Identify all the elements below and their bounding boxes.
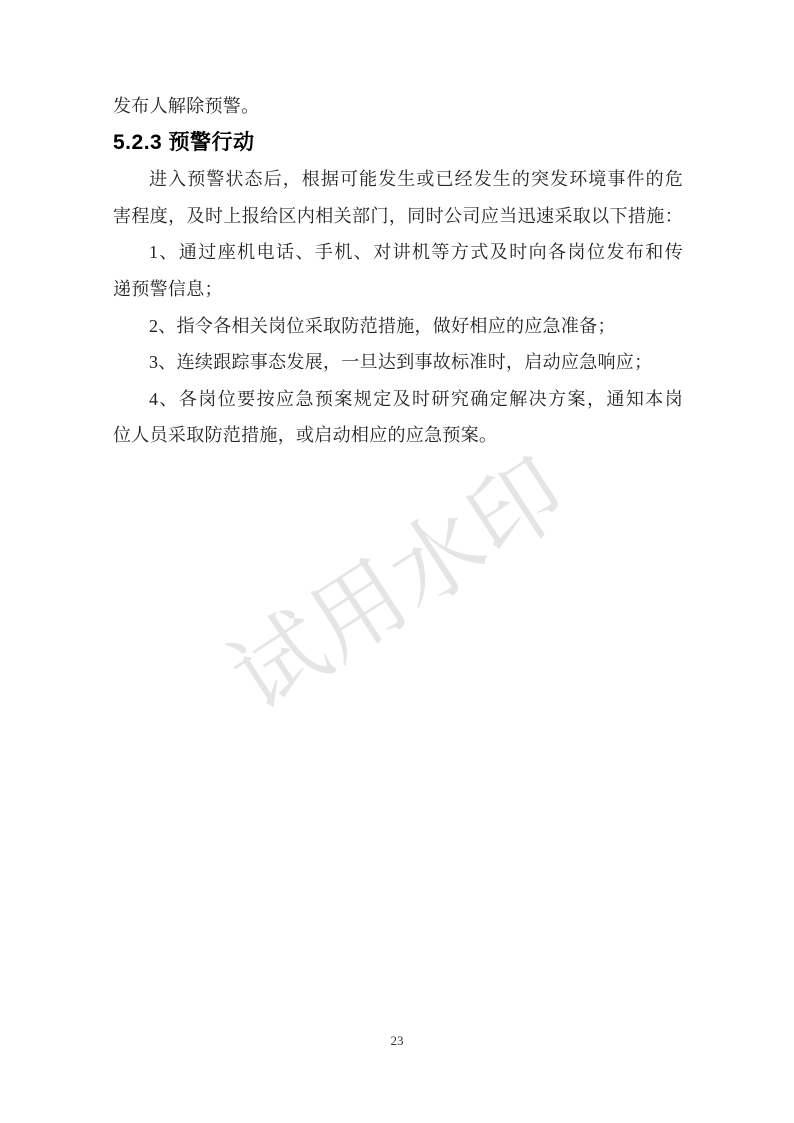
doc-line: 递预警信息； <box>113 278 223 299</box>
doc-line-item-3: 3、连续跟踪事态发展，一旦达到事故标准时，启动应急响应； <box>149 352 653 373</box>
doc-line-item-1: 1、通过座机电话、手机、对讲机等方式及时向各岗位发布和传 <box>149 242 683 263</box>
doc-line-continuation: 发布人解除预警。 <box>113 96 260 116</box>
trial-watermark: 试用水印 <box>213 439 585 730</box>
page-number: 23 <box>390 1033 404 1048</box>
doc-line: 进入预警状态后，根据可能发生或已经发生的突发环境事件的危 <box>149 169 683 190</box>
doc-line: 位人员采取防范措施，或启动相应的应急预案。 <box>113 425 498 446</box>
document-body <box>113 88 683 454</box>
section-heading: 5.2.3 预警行动 <box>113 130 255 154</box>
doc-line-item-4: 4、各岗位要按应急预案规定及时研究确定解决方案，通知本岗 <box>149 388 683 409</box>
doc-line-item-2: 2、指令各相关岗位采取防范措施，做好相应的应急准备； <box>149 315 616 336</box>
doc-line: 害程度，及时上报给区内相关部门，同时公司应当迅速采取以下措施： <box>113 205 683 226</box>
